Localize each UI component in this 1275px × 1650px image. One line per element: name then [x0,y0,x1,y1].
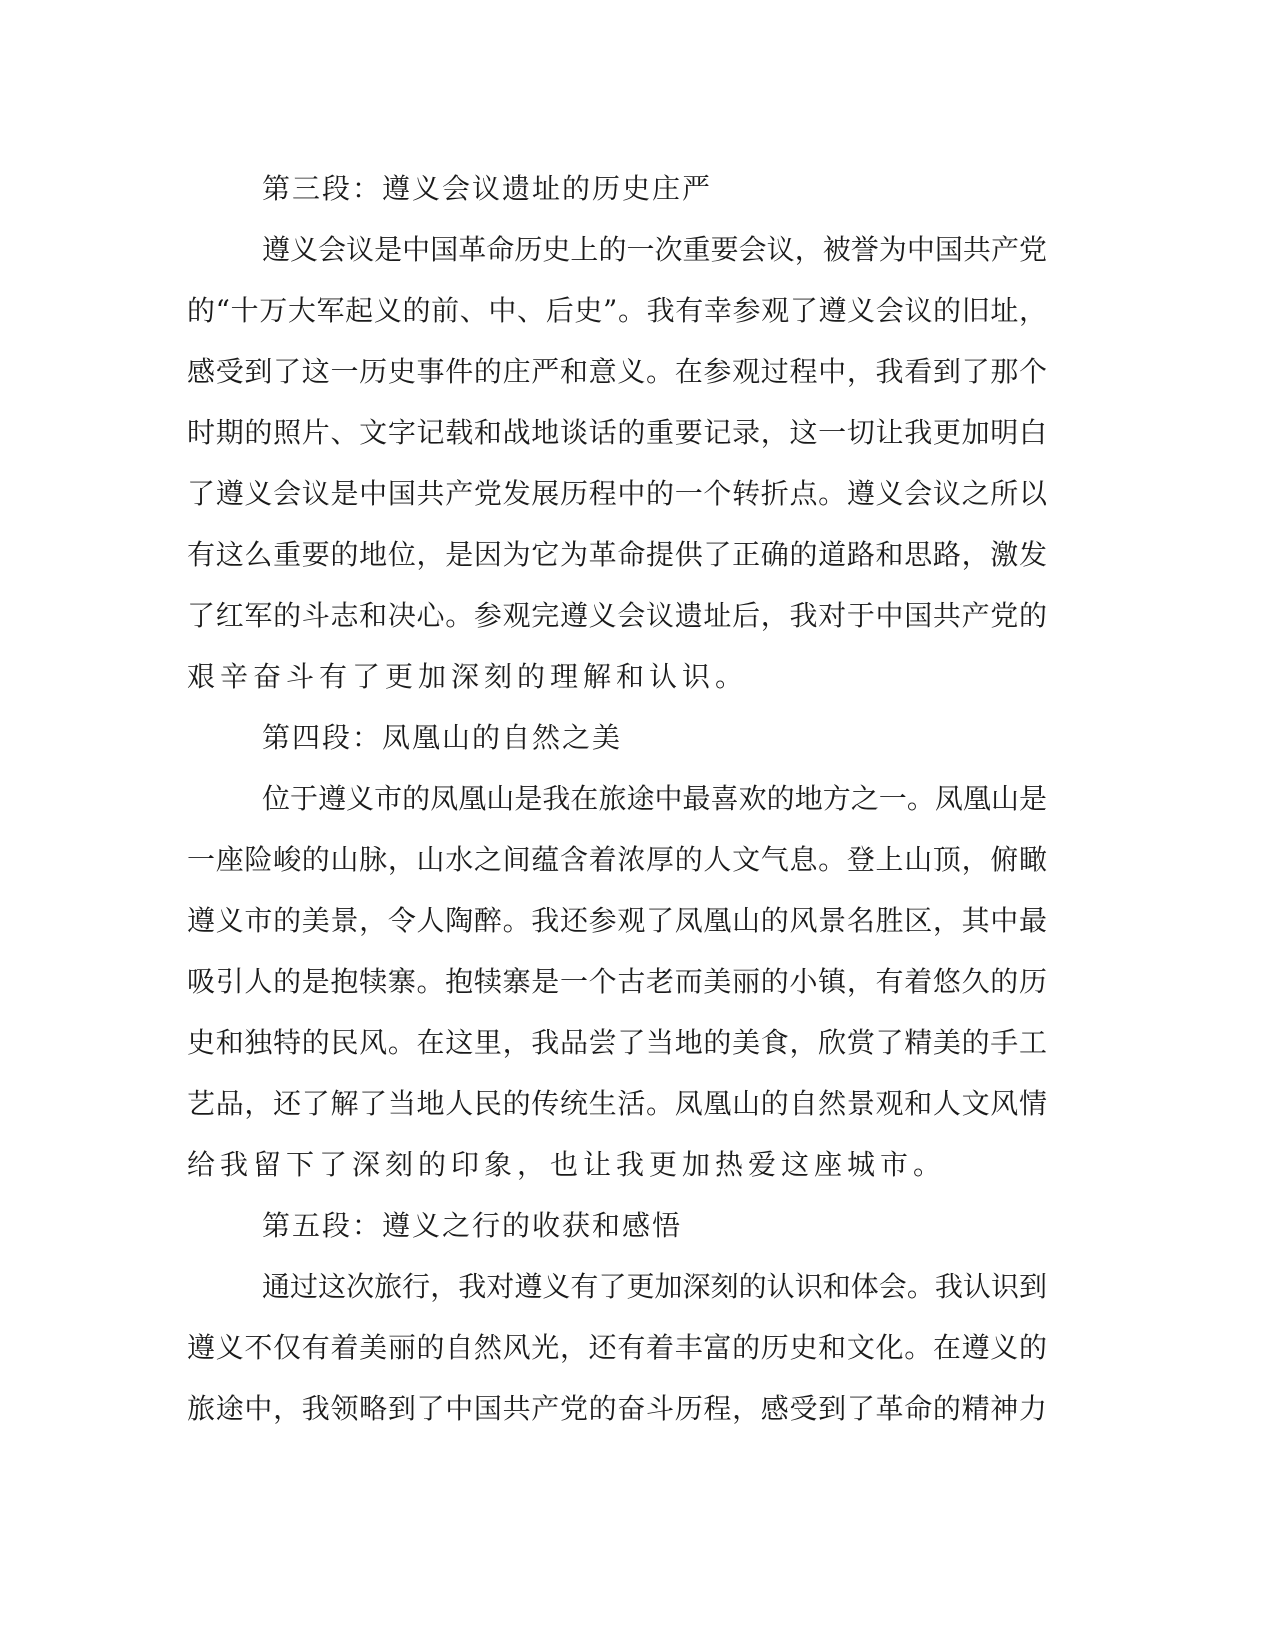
section-heading-3: 第三段：遵义会议遗址的历史庄严 [262,172,713,205]
paragraph-line: 的“十万大军起义的前、中、后史”。我有幸参观了遵义会议的旧址， [187,294,1047,327]
paragraph-line: 感受到了这一历史事件的庄严和意义。在参观过程中，我看到了那个 [187,355,1047,388]
paragraph-line: 给我留下了深刻的印象，也让我更加热爱这座城市。 [187,1148,947,1181]
paragraph-line: 了红军的斗志和决心。参观完遵义会议遗址后，我对于中国共产党的 [187,599,1047,632]
paragraph-line: 有这么重要的地位，是因为它为革命提供了正确的道路和思路，激发 [187,538,1047,571]
document-body [187,158,1047,1439]
paragraph-line: 一座险峻的山脉，山水之间蕴含着浓厚的人文气息。登上山顶，俯瞰 [187,843,1047,876]
paragraph-line: 通过这次旅行，我对遵义有了更加深刻的认识和体会。我认识到 [262,1270,1047,1303]
paragraph-line: 艰辛奋斗有了更加深刻的理解和认识。 [187,660,749,693]
paragraph-line: 艺品，还了解了当地人民的传统生活。凤凰山的自然景观和人文风情 [187,1087,1047,1120]
paragraph-line: 位于遵义市的凤凰山是我在旅途中最喜欢的地方之一。凤凰山是 [262,782,1047,815]
section-heading-4: 第四段：凤凰山的自然之美 [262,721,623,754]
section-heading-5: 第五段：遵义之行的收获和感悟 [262,1209,683,1242]
paragraph-line: 遵义会议是中国革命历史上的一次重要会议，被誉为中国共产党 [262,233,1047,266]
paragraph-line: 吸引人的是抱犊寨。抱犊寨是一个古老而美丽的小镇，有着悠久的历 [187,965,1047,998]
paragraph-line: 时期的照片、文字记载和战地谈话的重要记录，这一切让我更加明白 [187,416,1047,449]
paragraph-line: 旅途中，我领略到了中国共产党的奋斗历程，感受到了革命的精神力 [187,1392,1047,1425]
paragraph-line: 遵义市的美景，令人陶醉。我还参观了凤凰山的风景名胜区，其中最 [187,904,1047,937]
paragraph-line: 了遵义会议是中国共产党发展历程中的一个转折点。遵义会议之所以 [187,477,1047,510]
paragraph-line: 遵义不仅有着美丽的自然风光，还有着丰富的历史和文化。在遵义的 [187,1331,1047,1364]
paragraph-line: 史和独特的民风。在这里，我品尝了当地的美食，欣赏了精美的手工 [187,1026,1047,1059]
